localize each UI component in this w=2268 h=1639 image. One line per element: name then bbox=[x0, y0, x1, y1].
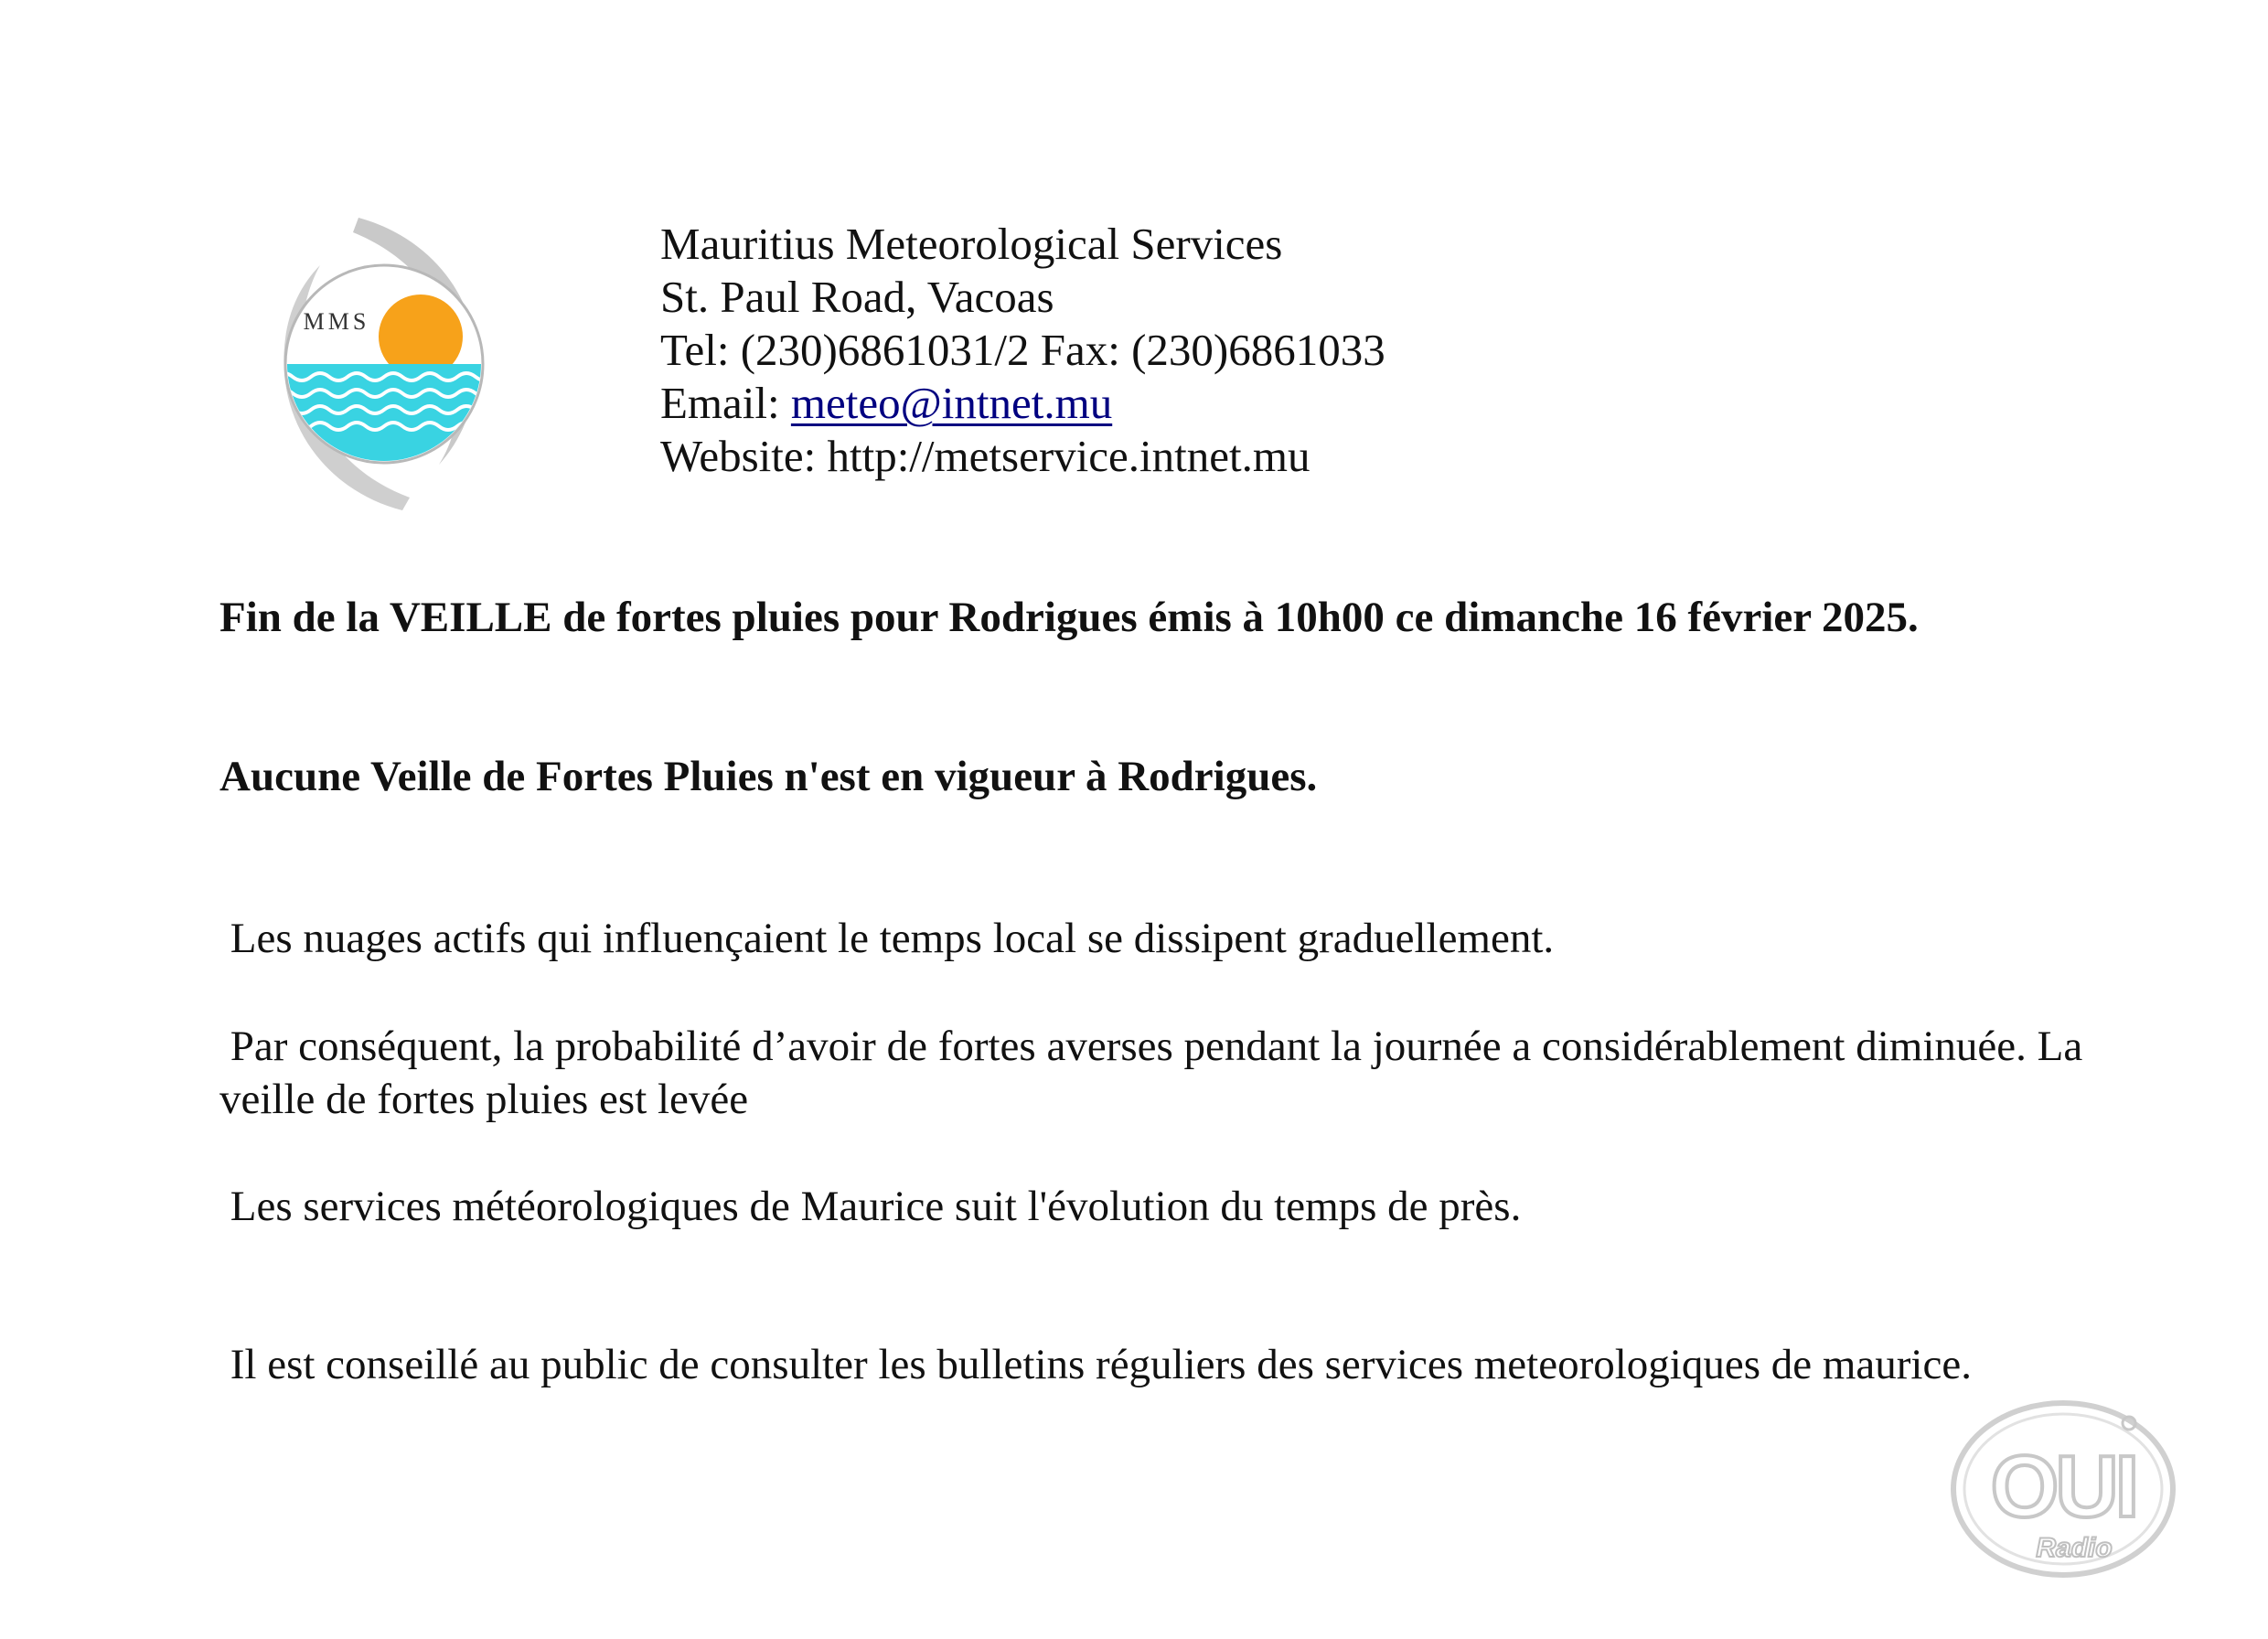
contact-header bbox=[660, 218, 1385, 483]
bulletin-status: Aucune Veille de Fortes Pluies n'est en vigueur à Rodrigues. bbox=[219, 753, 1318, 800]
watermark-brand: OUI bbox=[1990, 1438, 2136, 1536]
email-label: Email: bbox=[660, 378, 791, 428]
bulletin-paragraph: Il est conseillé au public de consulter les bulletins réguliers des services meteorologiques de maurice. bbox=[219, 1341, 1972, 1388]
email-link[interactable]: meteo@intnet.mu bbox=[790, 378, 1113, 428]
address-line: St. Paul Road, Vacoas bbox=[660, 272, 1054, 322]
bulletin-paragraph: Les nuages actifs qui influençaient le temps local se dissipent graduellement. bbox=[219, 915, 1555, 962]
bulletin-paragraph: Par conséquent, la probabilité d’avoir de fortes averses pendant la journée a considérablement diminuée. La veille de fortes pluies est levée bbox=[219, 1023, 2093, 1123]
phone-fax-line: Tel: (230)6861031/2 Fax: (230)6861033 bbox=[660, 325, 1385, 375]
website-line: Website: http://metservice.intnet.mu bbox=[660, 431, 1311, 481]
bulletin-headline: Fin de la VEILLE de fortes pluies pour Rodrigues émis à 10h00 ce dimanche 16 février 2025. bbox=[219, 594, 1919, 641]
bulletin-paragraph: Les services météorologiques de Maurice suit l'évolution du temps de près. bbox=[219, 1183, 1522, 1230]
logo-text: MMS bbox=[303, 308, 370, 335]
organization-name: Mauritius Meteorological Services bbox=[660, 219, 1283, 269]
watermark-sub: Radio bbox=[2036, 1533, 2113, 1563]
oui-radio-watermark bbox=[1946, 1390, 2184, 1582]
mms-logo bbox=[265, 212, 503, 516]
email-line bbox=[660, 377, 1385, 430]
